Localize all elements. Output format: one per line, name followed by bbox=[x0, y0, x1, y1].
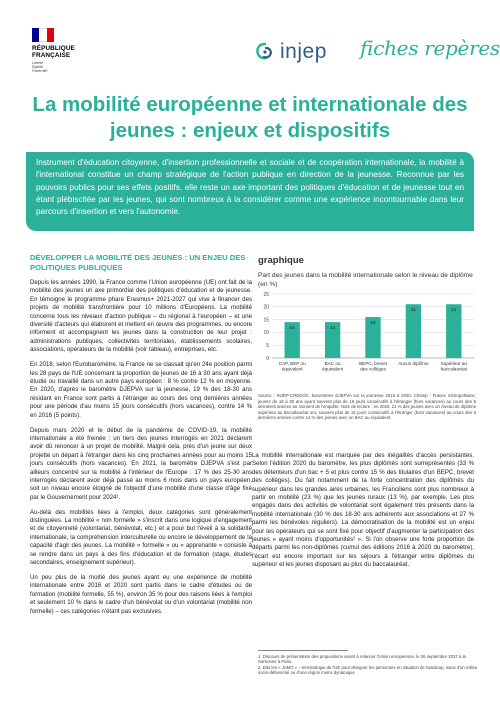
intro-box: Instrument d'éducation citoyenne, d'insertion professionnelle et sociale et de coopération internationale, la mobilité à l'international constitue un champ stratégique de l'action publique en direction de la jeunesse. Reconnue par les pouvoirs publics pour ses effets positifs, elle reste un axe important des politiques d'éducation et de jeunesse tout en étant plébiscitée par les jeunes, qui sont nombreux à la considérer comme une expérience incontournable dans leur parcours d'insertion et vers l'autonomie. bbox=[26, 152, 474, 231]
french-flag-icon bbox=[32, 28, 54, 42]
graph-title: Part des jeunes dans la mobilité internationale selon le niveau de diplôme (en %) bbox=[258, 272, 473, 288]
y-tick-label: 20 bbox=[263, 304, 269, 311]
bar bbox=[406, 304, 421, 358]
gov-line-2: FRANÇAISE bbox=[32, 52, 71, 59]
y-tick-label: 10 bbox=[263, 330, 269, 337]
x-tick-label: CAP, BEP ou équivalent bbox=[278, 361, 306, 372]
paragraph: Au-delà des mobilités liées à l'emploi, deux catégories sont généralement distinguées. La mobilité « non formelle » s'inscrit dans une logique d'engagement et de citoyenneté (volontariat, bénévolat, etc.) et a pour but l'éveil à la solidarité internationale, la compréhension interculturelle ou encore le développement de la capacité d'agir des jeunes. La mobilité « formelle » ou « apprenante » consiste à se rendre dans un pays à des fins d'éducation et de formation (stage, études secondaires, enseignement supérieur). bbox=[30, 508, 252, 567]
right-column bbox=[252, 452, 474, 576]
page-title: La mobilité européenne et internationale des jeunes : enjeux et dispositifs bbox=[32, 93, 468, 142]
bar bbox=[446, 304, 461, 358]
paragraph: Depuis mars 2020 et le début de la pandémie de COVID-19, la mobilité internationale a été freinée : un tiers des jeunes interrogés en 2021 déclarent avoir dû renoncer à un projet de mobilité. Malgré cela, près d'un jeune sur deux projette un départ à l'étranger dans les cinq prochaines années pour au moins 15 jours consécutifs (hors vacances). En 2021, la baromètre DJEPVA s'est par ailleurs concentré sur la mobilité à l'intérieur de l'Europe : 17 % des 25-30 ans interrogés déclarent avoir déjà passé au moins 6 mois dans un pays européen, soit un niveau encore éloigné de l'objectif d'une mobilité d'une classe d'âge fixé par le Gouvernement pour 2024¹. bbox=[30, 426, 252, 501]
footnote: 1. Discours de présentation des propositions visant à relancer l'Union européenne, le 26 septembre 2017 à la Sorbonne à Paris. bbox=[258, 654, 466, 665]
footnote: 2. Dits les « JAMO » – terminologie de l'UE pour désigner les personnes en situation de handicap, issus d'un milieu socio-défavorisé ou d'une région moins dynamique bbox=[258, 664, 478, 676]
republique-francaise-logo bbox=[32, 28, 92, 74]
gov-line-1: RÉPUBLIQUE bbox=[32, 45, 75, 52]
paragraph: En 2018, selon l'Eurobaromètre, la France ne se classait qu'en 24e position parmi les 28 pays de l'UE concernant la proportion de jeunes de 16 à 30 ans ayant déjà étudié ou travaillé dans un autre pays européen : 8 % contre 12 % en moyenne. En 2020, d'après le baromètre DJEPVA sur la jeunesse, 19 % des 18-30 ans résidant en France sont partis à l'étranger au cours des cinq dernières années pour une période d'au moins 15 jours consécutifs (hors vacances), contre 14 % en 2016 (5 points). bbox=[30, 361, 252, 419]
y-tick-label: 25 bbox=[263, 291, 269, 298]
motto bbox=[32, 61, 92, 74]
y-tick-label: 0 bbox=[266, 355, 269, 362]
y-tick-label: 15 bbox=[263, 317, 269, 324]
motto-line: Liberté bbox=[32, 61, 43, 65]
left-column bbox=[30, 253, 252, 623]
bar-chart bbox=[256, 288, 480, 388]
injep-name: injep bbox=[280, 40, 327, 63]
motto-line: Égalité bbox=[32, 65, 43, 70]
x-tick-label: BEPC, brevet des collèges bbox=[359, 361, 387, 372]
series-name: fiches repères bbox=[360, 36, 500, 60]
footnote-rule bbox=[258, 650, 348, 651]
section-title: DÉVELOPPER LA MOBILITÉ DES JEUNES : UN ENJEU DES POLITIQUES PUBLIQUES bbox=[30, 253, 246, 272]
x-tick-label: Supérieur au baccalauréat bbox=[440, 361, 467, 372]
bar-value-label: 21 bbox=[451, 307, 457, 313]
motto-line: Fraternité bbox=[32, 69, 48, 74]
injep-logo bbox=[254, 40, 327, 64]
graph-label: graphique bbox=[258, 255, 304, 266]
bar-value-label: 14 bbox=[289, 325, 295, 331]
injep-swirl-icon bbox=[254, 41, 276, 63]
bar-value-label: 21 bbox=[410, 307, 416, 313]
paragraph: La mobilité internationale est marquée par des inégalités d'accès persistantes. Selon l'édition 2020 du baromètre, les plus diplômés sont surreprésentés (33 % des détenteurs d'un bac + 5 et plus contre 15 % des titulaires d'un BEPC, brevet des collèges). Du fait notamment de la forte concentration des diplômés du supérieur dans les grandes aires urbaines, les Franciliens sont plus nombreux à partir en mobilité (23 %) que les jeunes ruraux (13 %), par exemple. Les plus engagés dans des activités de volontariat sont également très présents dans la mobilité internationale (30 % des 18-30 ans adhérents aux associations et 27 % parmi les bénévoles réguliers). La démocratisation de la mobilité est un enjeu pour les opérateurs qui se sont fixé pour objectif d'augmenter la participation des jeunes « ayant moins d'opportunités² ». Si l'on observe une forte proportion de départs parmi les non-diplômés (cumul des éditions 2016 à 2020 du baromètre), l'écart est encore important sur les séjours à l'étranger entre diplômés du supérieur et les jeunes disposant au plus du baccalauréat. bbox=[252, 452, 474, 569]
bar-value-label: 16 bbox=[370, 320, 376, 326]
footnotes bbox=[258, 650, 478, 676]
chart-source: Source : INJEP-CREDOC, baromètres DJEPVA sur la jeunesse 2016 à 2020. Champ : France métropolitaine, jeunes de 18 à 30 ans ayant souvent plus de 15 jours consécutifs à l'étranger (hors vacances) au cours des 5 dernières années au moment de l'enquête. Note de lecture : en 2020, 21 % des jeunes avec un niveau de diplôme supérieur au baccalauréat ont, souvent plus de 15 jours consécutifs à l'étranger (hors vacances) au cours des 5 dernières années contre 14 % des jeunes avec un BAC ou équivalent. bbox=[258, 393, 476, 421]
page-header bbox=[0, 0, 500, 80]
paragraph: Depuis les années 1990, la France comme l'Union européenne (UE) ont fait de la mobilité des jeunes un axe primordial des politiques d'éducation et de jeunesse. En témoigne le programme phare Erasmus+ 2021-2027 qui vise à financer des projets de mobilité transfrontière pour 10 millions d'Européens. La mobilité concerne tous les niveaux d'action publique – du régional à l'européen – et une diversité d'acteurs qui élaborent et mettent en œuvre des programmes, ou encore informent et accompagnent les jeunes dans la construction de leur projet : administrations publiques, collectivités territoriales, établissements scolaires, associations, opérateurs de la mobilité (voir tableau), entreprises, etc. bbox=[30, 279, 252, 354]
x-tick-label: BAC ou équivalent bbox=[322, 361, 344, 372]
paragraph: Un peu plus de la moitié des jeunes ayant eu une expérience de mobilité internationale entre 2016 et 2020 sont partis dans le cadre d'études ou de formation (mobilité formelle, 55 %), environ 35 % pour des raisons liées à l'emploi et seulement 10 % dans le cadre d'un bénévolat ou d'un volontariat (mobilité non formelle) – ces catégories n'étant pas exclusives. bbox=[30, 574, 252, 615]
bar-value-label: 14 bbox=[330, 325, 336, 331]
x-tick-label: Aucun diplôme bbox=[398, 361, 429, 366]
y-tick-label: 5 bbox=[266, 343, 269, 349]
